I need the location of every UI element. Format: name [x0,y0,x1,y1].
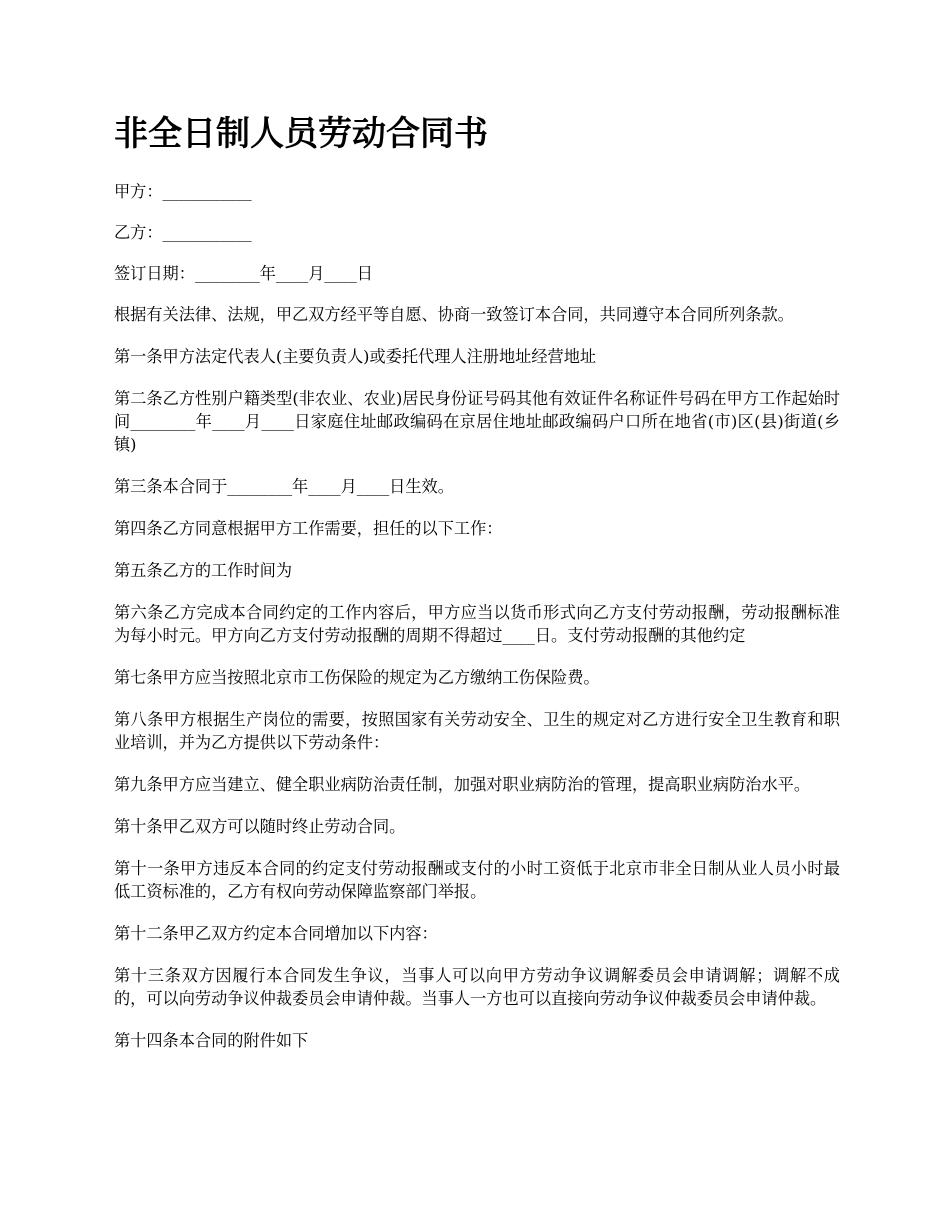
article-2: 第二条乙方性别户籍类型(非农业、农业)居民身份证号码其他有效证件名称证件号码在甲方工作起始时间________年____月____日家庭住址邮政编码在京居住地址邮政编码户口所在地省(市)区(县)街道(乡镇) [114,389,840,454]
article-10: 第十条甲乙双方可以随时终止劳动合同。 [114,817,406,836]
article-1: 第一条甲方法定代表人(主要负责人)或委托代理人注册地址经营地址 [114,347,597,366]
preamble-paragraph: 根据有关法律、法规，甲乙双方经平等自愿、协商一致签订本合同，共同遵守本合同所列条款。 [114,305,794,324]
article-9: 第九条甲方应当建立、健全职业病防治责任制，加强对职业病防治的管理，提高职业病防治水平。 [114,775,811,794]
party-b-line: 乙方：___________ [114,223,252,242]
article-13: 第十三条双方因履行本合同发生争议，当事人可以向甲方劳动争议调解委员会申请调解；调解不成的，可以向劳动争议仲裁委员会申请仲裁。当事人一方也可以直接向劳动争议仲裁委员会申请仲裁。 [114,966,840,1008]
article-12: 第十二条甲乙双方约定本合同增加以下内容： [114,924,438,943]
article-11: 第十一条甲方违反本合同的约定支付劳动报酬或支付的小时工资低于北京市非全日制从业人员小时最低工资标准的，乙方有权向劳动保障监察部门举报。 [114,859,840,901]
article-14: 第十四条本合同的附件如下 [114,1031,309,1050]
article-7: 第七条甲方应当按照北京市工伤保险的规定为乙方缴纳工伤保险费。 [114,668,600,687]
article-8: 第八条甲方根据生产岗位的需要，按照国家有关劳动安全、卫生的规定对乙方进行安全卫生教育和职业培训，并为乙方提供以下劳动条件： [114,710,840,752]
article-3: 第三条本合同于________年____月____日生效。 [114,477,454,496]
signing-date-line: 签订日期：________年____月____日 [114,264,373,283]
document-body [114,180,840,1071]
party-a-line: 甲方：___________ [114,182,252,201]
document-title: 非全日制人员劳动合同书 [114,114,488,154]
article-6: 第六条乙方完成本合同约定的工作内容后，甲方应当以货币形式向乙方支付劳动报酬，劳动报酬标准为每小时元。甲方向乙方支付劳动报酬的周期不得超过____日。支付劳动报酬的其他约定 [114,603,840,645]
article-4: 第四条乙方同意根据甲方工作需要，担任的以下工作： [114,519,503,538]
article-5: 第五条乙方的工作时间为 [114,561,293,580]
